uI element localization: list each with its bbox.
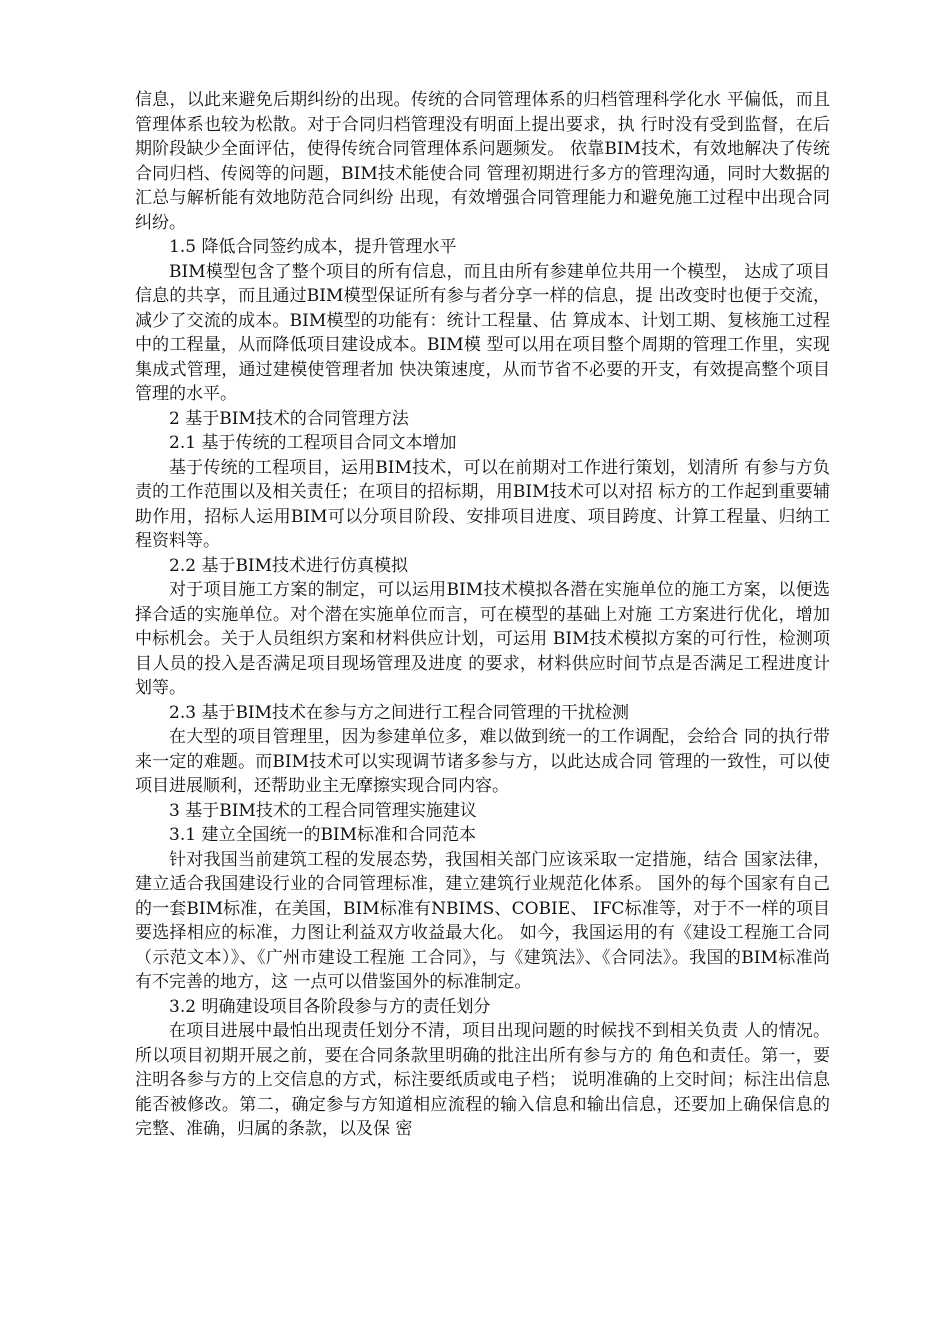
- section-heading: 3 基于BIM技术的工程合同管理实施建议: [169, 800, 477, 821]
- section-heading: 1.5 降低合同签约成本，提升管理水平: [169, 237, 457, 257]
- paragraph: 基于传统的工程项目，运用BIM技术，可以在前期对工作进行策划，划清所 有参与方负责的工作范围以及相关责任；在项目的招标期，用BIM技术可以对招 标方的工作起到重要辅助作用，招标人运用BIM可以分项目阶段、安排项目进度、项目跨度、计算工程量、归纳工程资料等。: [135, 457, 830, 551]
- paragraph: 信息，以此来避免后期纠纷的出现。传统的合同管理体系的归档管理科学化水 平偏低，而且管理体系也较为松散。对于合同归档管理没有明面上提出要求，执 行时没有受到监督，在后期阶段缺少全面评估，使得传统合同管理体系问题频发。 依靠BIM技术，有效地解决了传统合同归档、传阅等的问题，BIM技术能使合同 管理初期进行多方的管理沟通，同时大数据的汇总与解析能有效地防范合同纠纷 出现，有效增强合同管理能力和避免施工过程中出现合同纠纷。: [135, 90, 830, 233]
- paragraph: 对于项目施工方案的制定，可以运用BIM技术模拟各潜在实施单位的施工方案，以便选择合适的实施单位。对个潜在实施单位而言，可在模型的基础上对施 工方案进行优化，增加中标机会。关于人员组织方案和材料供应计划，可运用 BIM技术模拟方案的可行性，检测项目人员的投入是否满足项目现场管理及进度 的要求，材料供应时间节点是否满足工程进度计划等。: [135, 580, 830, 698]
- section-heading: 2 基于BIM技术的合同管理方法: [169, 408, 409, 429]
- section-heading: 2.3 基于BIM技术在参与方之间进行工程合同管理的干扰检测: [169, 702, 630, 723]
- section-heading: 2.1 基于传统的工程项目合同文本增加: [169, 433, 457, 453]
- paragraph: 在项目进展中最怕出现责任划分不清，项目出现问题的时候找不到相关负责 人的情况。所以项目初期开展之前，要在合同条款里明确的批注出所有参与方的 角色和责任。第一，要注明各参与方的上交信息的方式，标注要纸质或电子档； 说明准确的上交时间；标注出信息能否被修改。第二，确定参与方知道相应流程的输入信息和输出信息，还要加上确保信息的完整、准确，归属的条款，以及保 密: [135, 1021, 830, 1139]
- document-page: [135, 88, 830, 1142]
- paragraph: BIM模型包含了整个项目的所有信息，而且由所有参建单位共用一个模型， 达成了项目信息的共享，而且通过BIM模型保证所有参与者分享一样的信息，提 出改变时也便于交流，减少了交流的成本。BIM模型的功能有：统计工程量、估 算成本、计划工期、复核施工过程中的工程量，从而降低项目建设成本。BIM模 型可以用在项目整个周期的管理工作里，实现集成式管理，通过建模使管理者加 快决策速度，从而节省不必要的开支，有效提高整个项目管理的水平。: [135, 261, 830, 404]
- section-heading: 2.2 基于BIM技术进行仿真模拟: [169, 555, 409, 576]
- paragraph: 针对我国当前建筑工程的发展态势，我国相关部门应该采取一定措施，结合 国家法律，建立适合我国建设行业的合同管理标准，建立建筑行业规范化体系。 国外的每个国家有自己的一套BIM标准，在美国，BIM标准有NBIMS、COBIE、 IFC标准等，对于不一样的项目要选择相应的标准，力图让利益双方收益最大化。 如今，我国运用的有《建设工程施工合同（示范文本）》、《广州市建设工程施 工合同》，与《建筑法》、《合同法》。我国的BIM标准尚有不完善的地方，这 一点可以借鉴国外的标准制定。: [135, 849, 830, 992]
- section-heading: 3.1 建立全国统一的BIM标准和合同范本: [169, 825, 477, 845]
- section-heading: 3.2 明确建设项目各阶段参与方的责任划分: [169, 996, 491, 1017]
- paragraph: 在大型的项目管理里，因为参建单位多，难以做到统一的工作调配，会给合 同的执行带来一定的难题。而BIM技术可以实现调节诸多参与方，以此达成合同 管理的一致性，可以使项目进展顺利，还帮助业主无摩擦实现合同内容。: [135, 727, 830, 796]
